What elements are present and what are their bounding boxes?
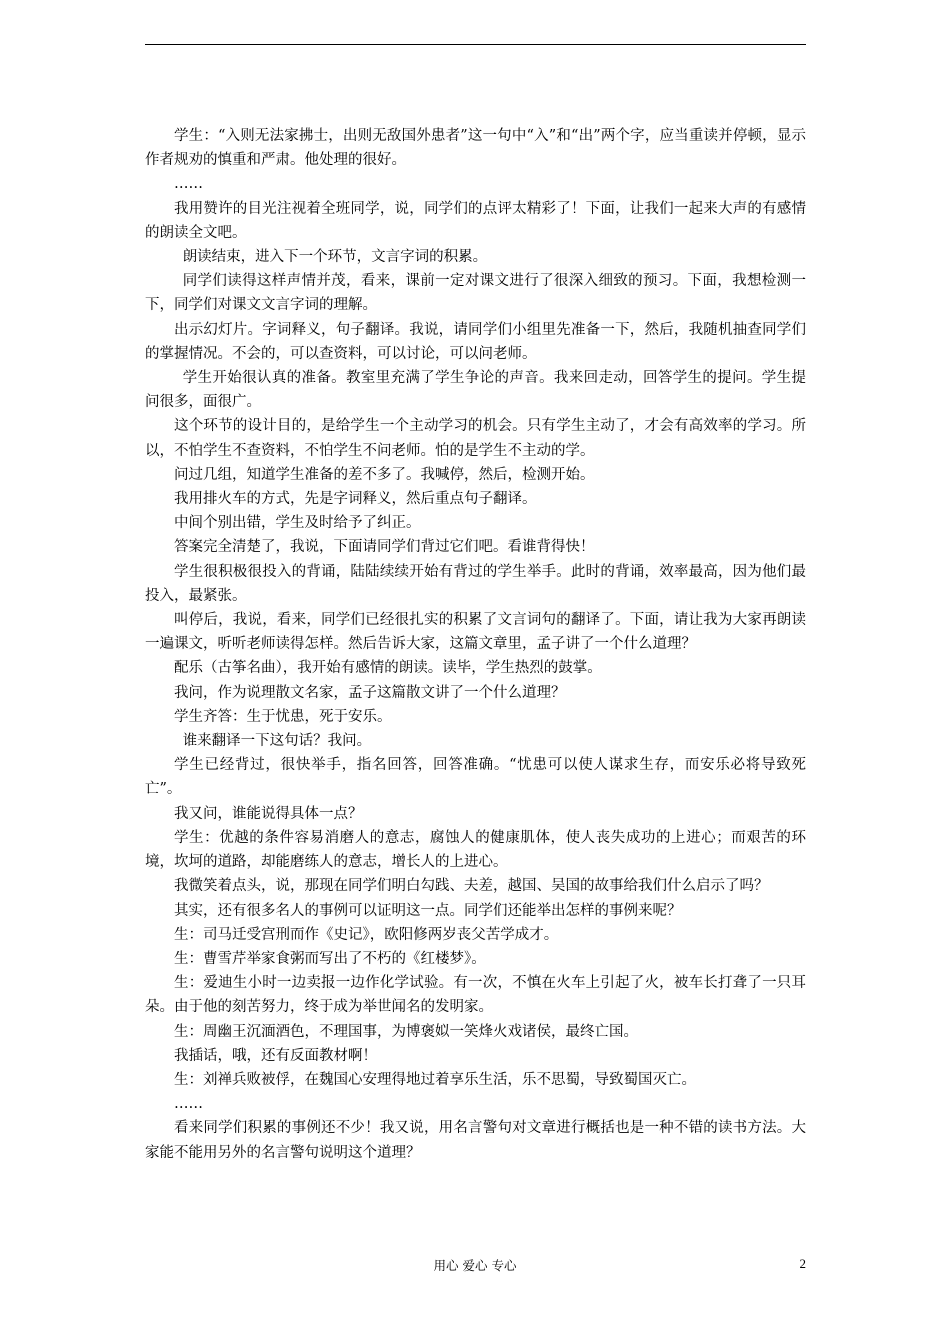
body-paragraph: 我插话，哦，还有反面教材啊！ xyxy=(174,1047,377,1064)
body-paragraph: 我用赞许的目光注视着全班同学，说，同学们的点评太精彩了！下面，让我们一起来大声的有感情的朗读全文吧。 xyxy=(145,200,806,241)
body-paragraph: 我又问，谁能说得具体一点？ xyxy=(174,805,363,822)
body-paragraph: 配乐（古筝名曲），我开始有感情的朗读。读毕，学生热烈的鼓掌。 xyxy=(174,660,602,677)
body-paragraph: 中间个别出错，学生及时给予了纠正。 xyxy=(174,515,421,532)
body-paragraph: 我用排火车的方式，先是字词释义，然后重点句子翻译。 xyxy=(174,491,537,508)
body-paragraph: 生：刘禅兵败被俘，在魏国心安理得地过着享乐生活，乐不思蜀，导致蜀国灭亡。 xyxy=(174,1071,696,1088)
body-paragraph: 学生已经背过，很快举手，指名回答，回答准确。“忧患可以使人谋求生存，而安乐必将导致死亡”。 xyxy=(145,757,806,798)
body-paragraph: 学生齐答：生于忧患，死于安乐。 xyxy=(174,708,392,725)
body-paragraph: 生：曹雪芹举家食粥而写出了不朽的《红楼梦》。 xyxy=(174,950,486,967)
body-paragraph: 我微笑着点头，说，那现在同学们明白勾践、夫差，越国、吴国的故事给我们什么启示了吗？ xyxy=(174,878,769,895)
body-paragraph: 问过几组，知道学生准备的差不多了。我喊停，然后，检测开始。 xyxy=(174,466,595,483)
body-paragraph: 学生：“入则无法家拂士，出则无敌国外患者”这一句中“入”和“出”两个字，应当重读并停顿，显示作者规劝的慎重和严肃。他处理的很好。 xyxy=(145,128,806,169)
body-paragraph: 学生：优越的条件容易消磨人的意志，腐蚀人的健康肌体，使人丧失成功的上进心；而艰苦的环境，坎坷的道路，却能磨练人的意志，增长人的上进心。 xyxy=(145,829,806,871)
body-paragraph: 谁来翻译一下这句话？我问。 xyxy=(182,733,372,750)
body-paragraph: 叫停后，我说，看来，同学们已经很扎实的积累了文言词句的翻译了。下面，请让我为大家再朗读一遍课文，听听老师读得怎样。然后告诉大家，这篇文章里，孟子讲了一个什么道理？ xyxy=(145,612,806,653)
body-paragraph: 看来同学们积累的事例还不少！我又说，用名言警句对文章进行概括也是一种不错的读书方法。大家能不能用另外的名言警句说明这个道理？ xyxy=(145,1120,806,1161)
body-paragraph: 这个环节的设计目的，是给学生一个主动学习的机会。只有学生主动了，才会有高效率的学习。所以，不怕学生不查资料，不怕学生不问老师。怕的是学生不主动的学。 xyxy=(145,418,806,459)
body-paragraph: 出示幻灯片。字词释义，句子翻译。我说，请同学们小组里先准备一下，然后，我随机抽查同学们的掌握情况。不会的，可以查资料，可以讨论，可以问老师。 xyxy=(145,321,806,362)
body-paragraph: 朗读结束，进入下一个环节，文言字词的积累。 xyxy=(182,249,488,266)
body-paragraph: 生：司马迁受宫刑而作《史记》，欧阳修两岁丧父苦学成才。 xyxy=(174,926,559,943)
body-paragraph: 生：周幽王沉湎酒色，不理国事，为博褒姒一笑烽火戏诸侯，最终亡国。 xyxy=(174,1023,638,1040)
document-body xyxy=(145,124,806,1165)
body-paragraph: 同学们读得这样声情并茂，看来，课前一定对课文进行了很深入细致的预习。下面，我想检测一下，同学们对课文文言字词的理解。 xyxy=(145,273,806,314)
body-paragraph: 学生开始很认真的准备。教室里充满了学生争论的声音。我来回走动，回答学生的提问。学生提问很多，面很广。 xyxy=(145,370,806,411)
body-paragraph: …… xyxy=(174,1096,203,1113)
footer-text: 用心 爱心 专心 xyxy=(433,1258,517,1273)
header-rule xyxy=(145,44,806,45)
body-paragraph: 其实，还有很多名人的事例可以证明这一点。同学们还能举出怎样的事例来呢？ xyxy=(174,902,682,919)
body-paragraph: 生：爱迪生小时一边卖报一边作化学试验。有一次，不慎在火车上引起了火，被车长打聋了一只耳朵。由于他的刻苦努力，终于成为举世闻名的发明家。 xyxy=(145,975,806,1016)
body-paragraph: 学生很积极很投入的背诵，陆陆续续开始有背过的学生举手。此时的背诵，效率最高，因为他们最投入，最紧张。 xyxy=(145,563,806,604)
body-paragraph: 我问，作为说理散文名家，孟子这篇散文讲了一个什么道理？ xyxy=(174,684,566,701)
body-paragraph: 答案完全清楚了，我说，下面请同学们背过它们吧。看谁背得快！ xyxy=(174,539,595,556)
body-paragraph: …… xyxy=(174,176,203,193)
page-number: 2 xyxy=(799,1256,806,1271)
